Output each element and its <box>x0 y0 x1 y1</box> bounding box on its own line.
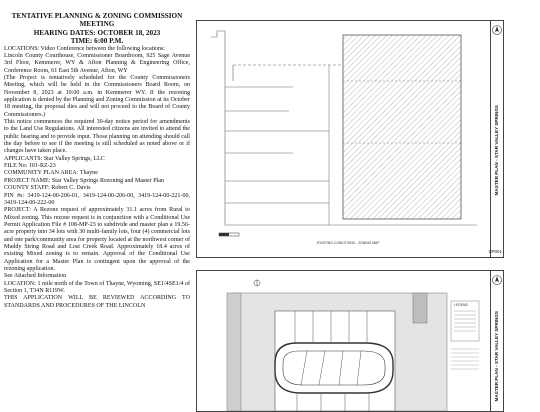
loop-road <box>275 343 393 393</box>
hearing-time: TIME: 6:00 P.M. <box>70 37 124 46</box>
legend-box <box>451 301 479 341</box>
pin-numbers: PIN #s: 3419-124-00-206-01, 3419-124-00-206-00, 3419-124-00-221-00, 3419-124-00-222-00 <box>4 192 190 206</box>
locations: Lincoln County Courthouse, Commissioner Boardroom, 925 Sage Avenue 3rd Floor, Kemmerer, WY & Afton Planning & Engineering Office, Conference Room, 61 East 5th Avenue, Afton, WY <box>4 52 190 74</box>
legend-label: LEGEND <box>454 303 468 307</box>
site-north-icon <box>254 280 260 286</box>
zoning-map-drawing <box>197 21 491 257</box>
map-caption: EXISTING CONDITIONS - ZONING MAP <box>317 241 380 245</box>
attached-info: See Attached Information <box>4 273 67 280</box>
notice-text: This notice commences the required 30-day notice period for amendments to the Land Use Regulations. All interested citizens are invited to attend the public hearing and to provide input. Those planning on attending should call the day before to see if the meeting is still scheduled as noted above or if changes have taken place. <box>4 119 190 155</box>
notice-title: TENTATIVE PLANNING & ZONING COMMISSION MEETING <box>11 12 183 29</box>
county-staff: COUNTY STAFF: Robert C. Davis <box>4 185 91 192</box>
title-block-2 <box>490 271 503 411</box>
review-statement: THIS APPLICATION WILL BE REVIEWED ACCORDING TO STANDARDS AND PROCEDURES OF THE LINCOLN <box>4 295 190 309</box>
title-block <box>490 21 503 257</box>
project-description: PROJECT: A Rezone request of approximately 31.1 acres from Rural to Mixed zoning. This rezone request is in conjunction with a Conditional Use Permit Application File # 108-MP-23 to subdivide and master plan a 19.56-acre property into 34 lots with 30 multi-family lots, four (4) commercial lots and one park/community area for property located at the northwest corner of Muddy String Road and Lost Creek Road. Approximately 18.4 acres of existing Mixed zoning is to remain. Approval of the Conditional Use Application for a Master Plan is contingent upon the approval of the rezoning application. <box>4 207 190 272</box>
title-block-text: MASTER PLAN - STAR VALLEY SPRINGS <box>494 105 499 196</box>
master-plan-drawing <box>197 271 491 411</box>
location: LOCATION: 1 mile north of the Town of Thayne, Wyoming, SE1/4SE1/4 of Section 1, T34N R119W. <box>4 280 190 294</box>
locations-intro: LOCATIONS: Video Conference between the following locations: <box>4 45 166 52</box>
applicants: APPLICANTS: Star Valley Springs, LLC <box>4 155 105 162</box>
community-plan-area: COMMUNITY PLAN AREA: Thayne <box>4 170 98 177</box>
sheet-number: SP001 <box>488 249 502 254</box>
master-plan-sheet <box>196 270 504 412</box>
public-notice <box>4 12 190 400</box>
north-arrow-icon <box>491 273 503 287</box>
zoning-map-sheet <box>196 20 504 258</box>
hearing-dates: HEARING DATES: OCTOBER 18, 2023 <box>33 28 161 37</box>
project-name: PROJECT NAME: Star Valley Springs Rezoning and Master Plan <box>4 177 165 184</box>
north-arrow-icon <box>491 23 503 37</box>
mixed-zone-area <box>343 35 461 219</box>
title-block-text-2: MASTER PLAN - STAR VALLEY SPRINGS <box>494 311 499 402</box>
file-number: FILE No: 101-RZ-23 <box>4 163 56 170</box>
tentative-schedule: (The Project is tentatively scheduled for the County Commissioners Meeting, which will be held in the Commissioners Board Room, on November 8, 2023 at 10:00 a.m. in Kemmerer WY. If the rezoning application is denied by the Planning and Zoning Commission at its October 18 meeting, the proposal dies and will not proceed to the Board of County Commissioners.) <box>4 75 190 118</box>
